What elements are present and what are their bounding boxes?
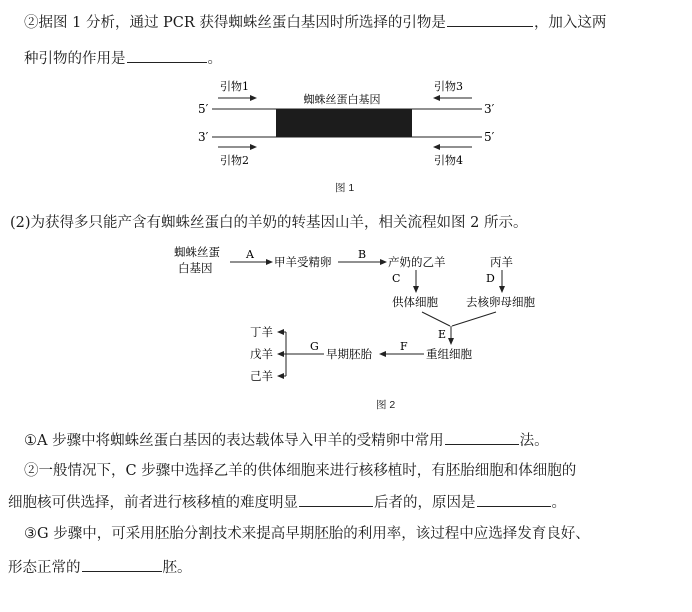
answer-blank-embryo-stage[interactable]	[82, 557, 162, 572]
question-text: 后者的，原因是	[374, 495, 476, 511]
gene-label: 蜘蛛丝蛋白基因	[303, 93, 381, 106]
three-prime-bottom-left: 3′	[198, 130, 209, 144]
step-e-label: E	[438, 328, 447, 341]
question-text: 种引物的作用是	[24, 51, 126, 67]
part-2-intro: (2)为获得多只能产含有蜘蛛丝蛋白的羊奶的转基因山羊，相关流程如图 2 所示。	[10, 215, 528, 231]
question-text: 形态正常的	[8, 560, 81, 576]
subquestion-3-line-2	[8, 557, 192, 578]
gene-label-line-2: 白基因	[178, 261, 213, 275]
figure-1-caption: 图 1	[335, 182, 355, 194]
question-text: ，加入这两	[533, 15, 607, 31]
answer-blank-reason[interactable]	[477, 492, 551, 507]
question-2-line-2	[24, 48, 222, 69]
primer-1-label: 引物1	[220, 80, 249, 93]
step-g-label: G	[310, 340, 319, 353]
question-text: 胚。	[162, 560, 192, 576]
merge-line-right	[452, 312, 496, 326]
question-text: 。	[207, 51, 222, 67]
gene-label-line-1: 蜘蛛丝蛋	[174, 245, 220, 259]
goat-wu-label: 戊羊	[250, 347, 273, 361]
reconstructed-cell-label: 重组细胞	[426, 347, 472, 361]
question-text: 细胞核可供选择，前者进行核移植的难度明显	[8, 495, 298, 511]
answer-blank-method[interactable]	[445, 430, 519, 445]
answer-blank-primers[interactable]	[447, 12, 533, 27]
enucleated-egg-label: 去核卵母细胞	[466, 295, 535, 309]
donor-cell-label: 供体细胞	[392, 295, 438, 309]
figure-1-diagram	[190, 76, 510, 176]
goat-ding-label: 丁羊	[250, 325, 273, 339]
subquestion-3-line-1: ③G 步骤中，可采用胚胎分割技术来提高早期胚胎的利用率，该过程中应选择发育良好、	[24, 526, 590, 542]
question-text: 。	[551, 495, 566, 511]
question-2-line-1	[24, 12, 606, 33]
three-prime-top-right: 3′	[484, 102, 495, 116]
answer-blank-difficulty[interactable]	[299, 492, 373, 507]
step-d-label: D	[486, 272, 495, 285]
goat-ji-label: 己羊	[250, 369, 273, 383]
milk-goat-label: 产奶的乙羊	[388, 255, 446, 269]
gene-block	[276, 109, 412, 137]
subquestion-2-line-1: ②一般情况下，C 步骤中选择乙羊的供体细胞来进行核移植时，有胚胎细胞和体细胞的	[24, 463, 577, 479]
primer-4-label: 引物4	[434, 154, 463, 167]
step-c-label: C	[392, 272, 401, 285]
early-embryo-label: 早期胚胎	[326, 347, 372, 361]
subquestion-1	[24, 430, 549, 451]
step-f-label: F	[400, 340, 408, 353]
primer-3-label: 引物3	[434, 80, 463, 93]
five-prime-bottom-right: 5′	[484, 130, 495, 144]
figure-2-caption: 图 2	[376, 399, 396, 411]
question-text: ②据图 1 分析，通过 PCR 获得蜘蛛丝蛋白基因时所选择的引物是	[24, 15, 446, 31]
subquestion-2-line-2	[8, 492, 566, 513]
answer-blank-primer-function[interactable]	[127, 48, 207, 63]
step-a-label: A	[246, 248, 254, 261]
fertilized-egg-label: 甲羊受精卵	[274, 255, 332, 269]
merge-line-left	[422, 312, 450, 326]
question-text: 法。	[519, 433, 549, 449]
primer-2-label: 引物2	[220, 154, 249, 167]
figure-2-diagram	[160, 240, 580, 390]
goat-bing-label: 丙羊	[490, 255, 513, 269]
step-b-label: B	[358, 248, 367, 261]
question-text: ①A 步骤中将蜘蛛丝蛋白基因的表达载体导入甲羊的受精卵中常用	[24, 433, 444, 449]
five-prime-top-left: 5′	[198, 102, 209, 116]
